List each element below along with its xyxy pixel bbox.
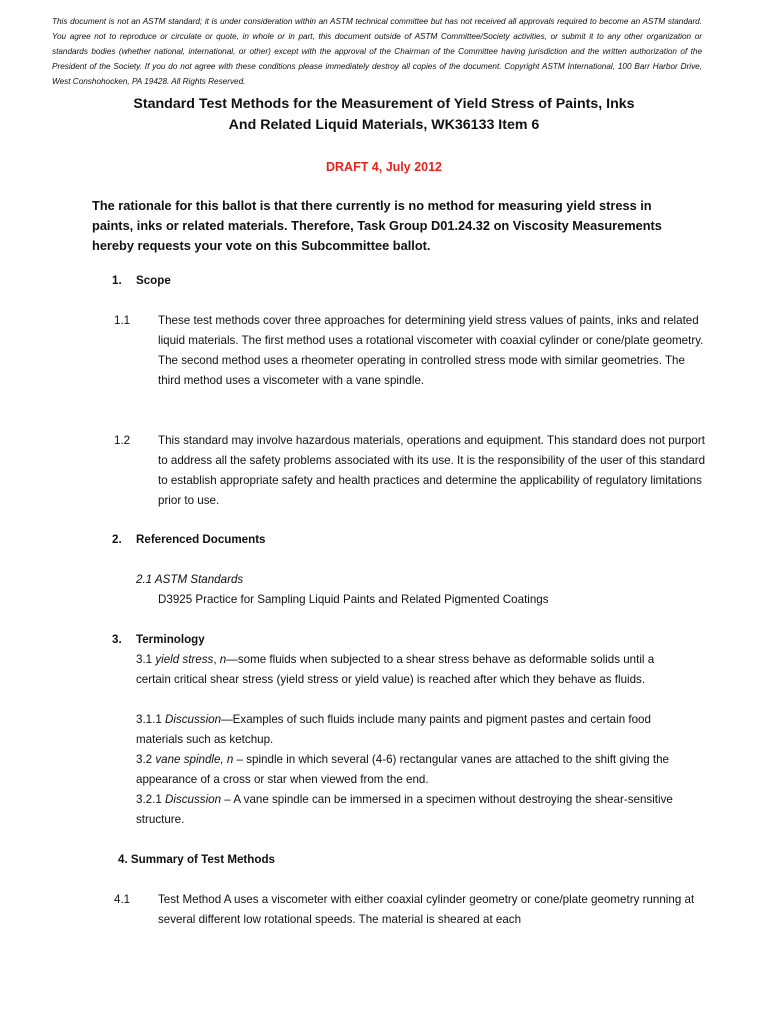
definition-3-2-term: vane spindle, n (155, 753, 234, 766)
definition-3-2-number: 3.2 (136, 753, 156, 766)
section-3-number: 3. (112, 633, 122, 646)
astm-standards-label: 2.1 ASTM Standards (136, 573, 244, 586)
paragraph-1-2-number: 1.2 (114, 434, 131, 447)
section-1-number: 1. (112, 274, 122, 287)
section-3-title: Terminology (136, 633, 205, 646)
paragraph-1-1 (114, 311, 706, 391)
discussion-3-1-1-term: Discussion (165, 713, 222, 726)
document-title (60, 94, 708, 136)
definition-3-1 (136, 650, 684, 690)
referenced-document-d3925: D3925 Practice for Sampling Liquid Paints and Related Pigmented Coatings (158, 593, 549, 606)
section-2-title: Referenced Documents (136, 533, 266, 546)
paragraph-4-1 (114, 890, 706, 930)
ballot-rationale: The rationale for this ballot is that there currently is no method for measuring yield stress in paints, inks or related materials. Therefore, Task Group D01.24.32 on Viscosity Measurements hereby requests your vote on this Subcommittee ballot. (92, 198, 662, 253)
astm-disclaimer: This document is not an ASTM standard; it is under consideration within an ASTM technical committee but has not received all approvals required to become an ASTM standard. You agree not to reproduce or circulate or quote, in whole or in part, this document outside of ASTM Committee/Society activities, or submit it to any other organization or standards bodies (whether national, international, or other) except with the approval of the Chairman of the Committee having jurisdiction and the written authorization of the President of the Society. If you do not agree with these conditions please immediately destroy all copies of the document. Copyright ASTM International, 100 Barr Harbor Drive, West Conshohocken, PA 19428. All Rights Reserved. (52, 17, 702, 86)
paragraph-1-1-number: 1.1 (114, 314, 131, 327)
definition-3-1-text: —some fluids when subjected to a shear stress behave as deformable solids until a certain critical shear stress (yield stress or yield value) is reached after which they behave as fluids. (136, 653, 655, 686)
paragraph-1-2 (114, 431, 706, 511)
definition-3-1-term: yield stress (155, 653, 214, 666)
discussion-3-2-1-term: Discussion (165, 793, 222, 806)
paragraph-4-1-number: 4.1 (114, 893, 131, 906)
draft-label: DRAFT 4, July 2012 (325, 160, 442, 174)
title-line-2: And Related Liquid Materials, WK36133 Item 6 (228, 117, 540, 133)
definition-3-2-text: – spindle in which several (4-6) rectangular vanes are attached to the shift giving the appearance of a cross or star when viewed from the end. (136, 753, 669, 786)
section-3-heading (112, 630, 205, 650)
definition-3-1-number: 3.1 (136, 653, 156, 666)
section-1-title: Scope (136, 274, 171, 287)
title-line-1: Standard Test Methods for the Measurement of Yield Stress of Paints, Inks (133, 96, 635, 112)
definition-3-2 (136, 750, 684, 790)
discussion-3-2-1-text: – A vane spindle can be immersed in a specimen without destroying the shear-sensitive structure. (136, 793, 673, 826)
section-1-heading (112, 271, 171, 291)
paragraph-4-1-text: Test Method A uses a viscometer with either coaxial cylinder geometry or cone/plate geometry running at several different low rotational speeds. The material is sheared at each (158, 893, 695, 926)
definition-3-1-part-of-speech: n (219, 653, 227, 666)
section-2-number: 2. (112, 533, 122, 546)
paragraph-1-2-text: This standard may involve hazardous materials, operations and equipment. This standard does not purport to address all the safety problems associated with its use. It is the responsibility of the user of this standard to establish appropriate safety and health practices and determine the applicability of regulatory limitations prior to use. (158, 434, 706, 507)
definition-3-1-separator: , (213, 653, 220, 666)
paragraph-1-1-text: These test methods cover three approaches for determining yield stress values of paints, inks and related liquid materials. The first method uses a rotational viscometer with coaxial cylinder or cone/plate geometry. The second method uses a rheometer operating in controlled stress mode with similar geometries. The third method uses a viscometer with a vane spindle. (158, 314, 704, 387)
discussion-3-1-1-number: 3.1.1 (136, 713, 166, 726)
discussion-3-1-1-text: —Examples of such fluids include many paints and pigment pastes and certain food materials such as ketchup. (136, 713, 651, 746)
discussion-3-1-1 (136, 710, 684, 750)
discussion-3-2-1-number: 3.2.1 (136, 793, 166, 806)
section-4-heading: 4. Summary of Test Methods (118, 853, 275, 866)
section-2-heading (112, 530, 266, 550)
discussion-3-2-1 (136, 790, 684, 830)
